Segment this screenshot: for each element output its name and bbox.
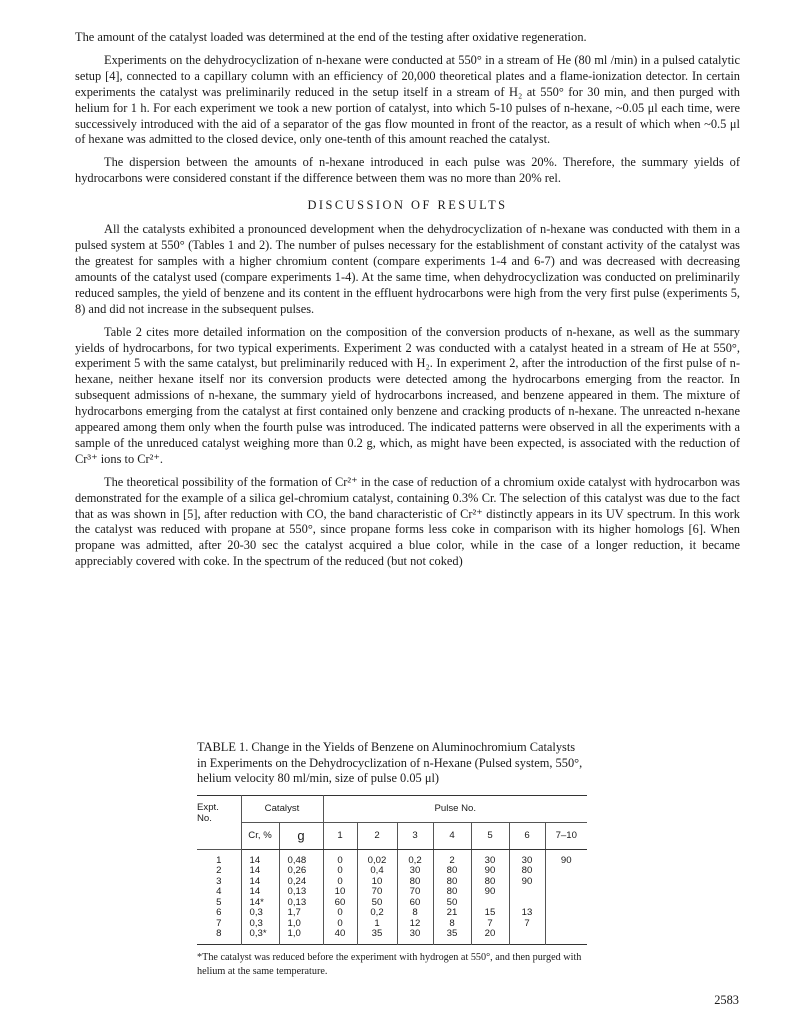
table-cell: 0: [323, 877, 357, 888]
table-cell: [545, 877, 587, 888]
col-pulse: 3: [397, 822, 433, 849]
paragraph: The theoretical possibility of the formation of Cr²⁺ in the case of reduction of a chromium oxide catalyst with hydrocarbon was demonstrated for the example of a silica gel-chromium catalyst, containing 0.3% Cr. The selection of this catalyst was due to the fact that as was shown in [5], after reduction with CO, the band characteristic of Cr²⁺ distinctly appears in its UV spectrum. In this work the catalyst was reduced with propane at 550°, since propane forms less coke in comparison with its higher homologs [6]. When propane was admitted, after 20-30 sec the catalyst acquired a blue color, while in the case of a longer reduction, it became appreciably covered with coke. In the spectrum of the reduced (but not coked): [75, 474, 740, 569]
expt-label: Expt.: [197, 801, 219, 813]
col-pulse: 7–10: [545, 822, 587, 849]
col-g: g: [279, 822, 323, 849]
table-cell: 14: [241, 877, 279, 888]
table-cell: 7: [509, 919, 545, 930]
table-cell: 6: [216, 907, 222, 918]
table-cell: 50: [433, 898, 471, 909]
table-cell: 1: [216, 854, 222, 866]
table-cell: 0,2: [397, 849, 433, 866]
table-cell: 4: [216, 886, 222, 897]
table-row: [197, 849, 587, 866]
paragraph: The dispersion between the amounts of n-hexane introduced in each pulse was 20%. Therefore, the summary yields of hydrocarbons were considered constant if the difference between them was no more than 20% rel.: [75, 155, 740, 186]
table-cell: 30: [397, 866, 433, 877]
section-heading: DISCUSSION OF RESULTS: [307, 198, 508, 213]
table-cell: 8: [216, 928, 222, 939]
table-cell: 0,02: [357, 849, 397, 866]
table-cell: 80: [397, 877, 433, 888]
table-cell: 35: [357, 929, 397, 944]
table-cell: 30: [397, 929, 433, 944]
page-number: 2583: [714, 993, 739, 1007]
paragraph: Table 2 cites more detailed information on the composition of the conversion products of n-hexane, as well as the summary yields of hydrocarbons, for two typical experiments. Experiment 2 was conducted with a catalyst heated in a stream of He at 550°, experiment 5 with the same catalyst, but preliminarily reduced with H₂. In experiment 2, after the introduction of the first pulse of n-hexane, neither hexane itself nor its conversion products were detected among the hydrocarbons emerging from the reactor. In subsequent admissions of n-hexane, the summary yield of hydrocarbons increased, and benzene appeared in them. The mixture of hydrocarbons emerging from the catalyst at first contained only benzene and cracking products of n-hexane. The unreacted n-hexane appeared among them only when the fourth pulse was introduced. The indicated patterns were observed in all the experiments with a sample of the unreduced catalyst weighing more than 0.2 g, which, as might have been expected, is associated with the reduction of Cr³⁺ ions to Cr²⁺.: [75, 324, 740, 466]
table-cell: 0: [323, 908, 357, 919]
table-cell: 50: [357, 898, 397, 909]
col-pulse: 4: [433, 822, 471, 849]
table-cell: 40: [323, 929, 357, 944]
table-cell: [545, 866, 587, 877]
table-cell: 90: [509, 877, 545, 888]
table-cell: 90: [471, 887, 509, 898]
table-cell: 0,3*: [241, 929, 279, 944]
table-cell: 14: [241, 849, 279, 866]
table-cell: 60: [397, 898, 433, 909]
table-cell: 80: [471, 877, 509, 888]
col-pulse: 5: [471, 822, 509, 849]
table-row: [197, 929, 587, 944]
table-cell: 80: [433, 866, 471, 877]
table-cell: 14: [241, 887, 279, 898]
table-footnote: *The catalyst was reduced before the experiment with hydrogen at 550°, and then purged with helium at the same temperature.: [197, 951, 582, 977]
table-cell: 60: [323, 898, 357, 909]
table-cell: 8: [433, 919, 471, 930]
col-pulse: 1: [323, 822, 357, 849]
table-cell: 14*: [241, 898, 279, 909]
table-cell: [545, 929, 587, 944]
table-row: [197, 908, 587, 919]
table-cell: 0,4: [357, 866, 397, 877]
table-cell: 35: [433, 929, 471, 944]
table-cell: 7: [471, 919, 509, 930]
table-cell: [509, 887, 545, 898]
table-cell: 12: [397, 919, 433, 930]
catalyst-header: Catalyst: [241, 795, 323, 822]
table-cell: 1,7: [279, 908, 323, 919]
table-cell: 0,24: [279, 877, 323, 888]
table-cell: 10: [357, 877, 397, 888]
table-cell: [545, 887, 587, 898]
table-cell: 10: [323, 887, 357, 898]
table-cell: 0: [323, 919, 357, 930]
table-cell: 0,3: [241, 908, 279, 919]
table-cell: [545, 919, 587, 930]
table-cell: 3: [216, 875, 222, 887]
table-cell: 30: [509, 849, 545, 866]
table-cell: 90: [545, 849, 587, 866]
table-cell: 0,26: [279, 866, 323, 877]
paragraph: The amount of the catalyst loaded was determined at the end of the testing after oxidative regeneration.: [75, 30, 587, 44]
table-cell: 15: [471, 908, 509, 919]
table-cell: [509, 929, 545, 944]
table-cell: 20: [471, 929, 509, 944]
table-caption: TABLE 1. Change in the Yields of Benzene on Aluminochromium Catalysts in Experiments on the Dehydrocyclization of n-Hexane (Pulsed system, 550°, helium velocity 80 ml/min, size of pulse 0.05 μl): [197, 740, 583, 785]
table-row: [197, 866, 587, 877]
table-cell: 70: [357, 887, 397, 898]
page-body: [75, 30, 740, 570]
table-cell: [545, 908, 587, 919]
table-cell: 80: [433, 877, 471, 888]
table-cell: 7: [216, 917, 222, 929]
table-cell: 2: [433, 849, 471, 866]
table-cell: 1: [357, 919, 397, 930]
table-body: [197, 849, 587, 944]
table-cell: 0,13: [279, 887, 323, 898]
table-cell: 80: [509, 866, 545, 877]
table-cell: 0,3: [241, 919, 279, 930]
table-cell: 1,0: [279, 929, 323, 944]
table-cell: 8: [397, 908, 433, 919]
table-1: [197, 795, 587, 945]
table-cell: 0: [323, 866, 357, 877]
paragraph: Experiments on the dehydrocyclization of n-hexane were conducted at 550° in a stream of He (80 ml /min) in a pulsed catalytic setup [4], connected to a capillary column with an efficiency of 20,000 theoretical plates and a flame-ionization detector. In certain experiments the catalyst was preliminarily reduced in the setup itself in a stream of H₂ at 550° for 30 min, and then purged with helium for 1 h. For each experiment we took a new portion of catalyst, into which 5-10 pulses of n-hexane, ~0.05 μl each time, were successively introduced with the aid of a separator of the gas flow mounted in front of the reactor, as a result of which when ~0.5 μl of hexane was admitted to the closed device, only one-tenth of this amount reached the catalyst.: [75, 52, 740, 147]
table-cell: 0,2: [357, 908, 397, 919]
table-cell: 14: [241, 866, 279, 877]
table-cell: 5: [216, 896, 222, 908]
table-cell: 21: [433, 908, 471, 919]
table-row: [197, 887, 587, 898]
col-pulse: 6: [509, 822, 545, 849]
table-cell: [545, 898, 587, 909]
table-cell: 0,48: [279, 849, 323, 866]
col-pulse: 2: [357, 822, 397, 849]
pulse-header: Pulse No.: [323, 795, 587, 822]
paragraph: All the catalysts exhibited a pronounced development when the dehydrocyclization of n-hexane was conducted with them in a pulsed system at 550° (Tables 1 and 2). The number of pulses necessary for the establishment of constant activity of the catalyst was the greatest for samples with a higher chromium content (compare experiments 1-4 and 6-7) and was decreased with decreasing amounts of the catalyst used (compare experiments 1-4). At the same time, when dehydrocyclization was conducted on preliminarily reduced samples, the yield of benzene and its content in the effluent hydrocarbons were high from the very first pulse (experiments 5, 8) and did not increase in the subsequent pulses.: [75, 222, 740, 316]
table-cell: 13: [509, 908, 545, 919]
expt-header: [197, 795, 241, 849]
subheader-row: [197, 822, 587, 849]
table-cell: 0: [323, 849, 357, 866]
table-cell: 0,13: [279, 898, 323, 909]
table-cell: 30: [471, 849, 509, 866]
table-1-block: [197, 740, 587, 979]
table-cell: 1,0: [279, 919, 323, 930]
table-cell: 70: [397, 887, 433, 898]
table-cell: 80: [433, 887, 471, 898]
no-label: No.: [197, 812, 212, 824]
table-cell: 2: [216, 865, 222, 876]
col-cr: Cr, %: [241, 822, 279, 849]
table-cell: 90: [471, 866, 509, 877]
